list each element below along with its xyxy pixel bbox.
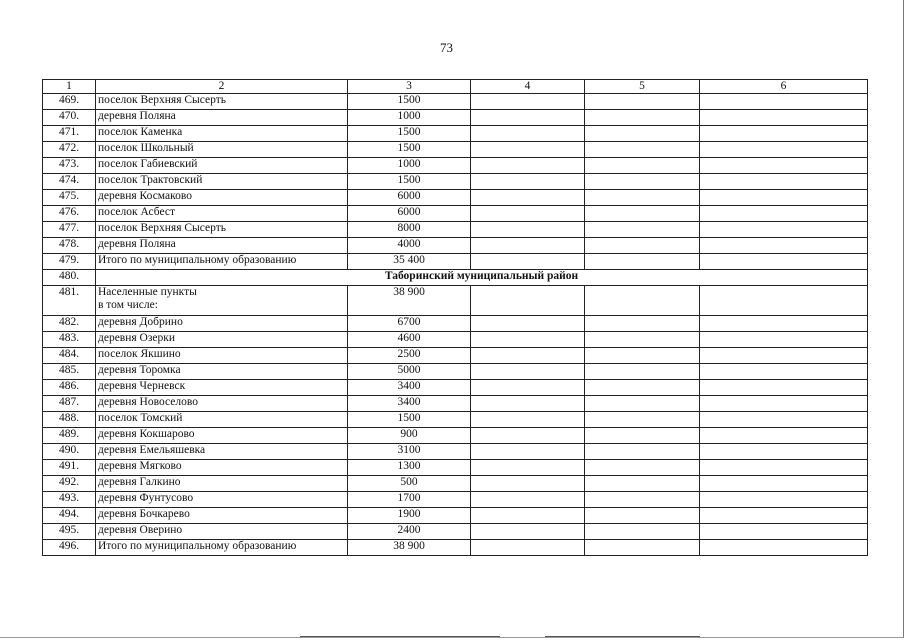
empty-cell [700, 524, 868, 540]
empty-cell [471, 540, 585, 556]
amount-value: 1500 [348, 94, 471, 110]
empty-cell [700, 174, 868, 190]
settlement-name-text: деревня Бочкарево [98, 508, 190, 520]
amount-value: 6700 [348, 316, 471, 332]
empty-cell [585, 476, 700, 492]
empty-cell [471, 142, 585, 158]
empty-cell [700, 396, 868, 412]
amount-value: 3100 [348, 444, 471, 460]
settlement-name [96, 524, 348, 540]
row-number: 496. [43, 540, 96, 556]
empty-cell [700, 158, 868, 174]
settlement-name-text: деревня Поляна [98, 110, 176, 122]
empty-cell [700, 286, 868, 316]
table-row [43, 540, 868, 556]
empty-cell [471, 412, 585, 428]
settlement-name [96, 238, 348, 254]
settlement-name [96, 174, 348, 190]
empty-cell [700, 94, 868, 110]
empty-cell [471, 492, 585, 508]
row-number: 483. [43, 332, 96, 348]
amount-value: 38 900 [348, 540, 471, 556]
settlement-name-text: деревня Галкино [98, 476, 181, 488]
settlement-name [96, 126, 348, 142]
empty-cell [700, 476, 868, 492]
table-row [43, 412, 868, 428]
amount-value: 2400 [348, 524, 471, 540]
settlement-name [96, 508, 348, 524]
table-row [43, 508, 868, 524]
amount-value: 1000 [348, 110, 471, 126]
table-row [43, 174, 868, 190]
row-number: 491. [43, 460, 96, 476]
empty-cell [700, 110, 868, 126]
empty-cell [585, 508, 700, 524]
empty-cell [585, 190, 700, 206]
amount-value: 1900 [348, 508, 471, 524]
table-row [43, 254, 868, 270]
page-number: 73 [440, 40, 453, 55]
table-row [43, 460, 868, 476]
settlement-name [96, 428, 348, 444]
table-row [43, 316, 868, 332]
amount-value: 1300 [348, 460, 471, 476]
settlement-name [96, 348, 348, 364]
settlement-name-text: деревня Озерки [98, 332, 176, 344]
empty-cell [471, 190, 585, 206]
empty-cell [471, 444, 585, 460]
empty-cell [471, 158, 585, 174]
empty-cell [700, 364, 868, 380]
amount-value: 2500 [348, 348, 471, 364]
row-number: 475. [43, 190, 96, 206]
settlement-name-text: поселок Верхняя Сысерть [98, 222, 226, 234]
settlement-name-text: деревня Мягково [98, 460, 182, 472]
settlement-name [96, 476, 348, 492]
settlement-name-text: деревня Емельяшевка [98, 444, 206, 456]
settlement-name [96, 286, 348, 316]
empty-cell [585, 286, 700, 316]
table-row [43, 428, 868, 444]
settlement-name-text: поселок Каменка [98, 126, 183, 138]
settlement-name-text: деревня Космаково [98, 190, 192, 202]
settlement-name-text: Итого по муниципальному образованию [98, 254, 297, 266]
settlement-name-text: поселок Школьный [98, 142, 194, 154]
section-row [43, 270, 868, 286]
empty-cell [700, 222, 868, 238]
settlement-name [96, 142, 348, 158]
settlement-name [96, 540, 348, 556]
row-number: 488. [43, 412, 96, 428]
settlement-name-text: поселок Габиевский [98, 158, 198, 170]
empty-cell [471, 348, 585, 364]
column-header: 2 [96, 80, 348, 94]
row-number: 470. [43, 110, 96, 126]
table-row [43, 524, 868, 540]
settlement-name [96, 206, 348, 222]
empty-cell [700, 332, 868, 348]
amount-value: 3400 [348, 396, 471, 412]
settlement-name [96, 396, 348, 412]
settlement-name [96, 254, 348, 270]
settlement-name-text: деревня Кокшарово [98, 428, 195, 440]
row-number: 474. [43, 174, 96, 190]
column-header: 4 [471, 80, 585, 94]
empty-cell [700, 190, 868, 206]
settlement-name-text: деревня Новоселово [98, 396, 198, 408]
empty-cell [471, 508, 585, 524]
empty-cell [585, 540, 700, 556]
table-row [43, 364, 868, 380]
settlement-name [96, 364, 348, 380]
settlement-name [96, 222, 348, 238]
empty-cell [700, 460, 868, 476]
amount-value: 1700 [348, 492, 471, 508]
empty-cell [700, 412, 868, 428]
empty-cell [471, 174, 585, 190]
empty-cell [700, 238, 868, 254]
row-number: 480. [43, 270, 96, 286]
empty-cell [700, 428, 868, 444]
table-row [43, 94, 868, 110]
table-row [43, 396, 868, 412]
empty-cell [585, 222, 700, 238]
empty-cell [471, 428, 585, 444]
amount-value: 900 [348, 428, 471, 444]
table-row [43, 222, 868, 238]
table-row [43, 380, 868, 396]
settlement-name-text: деревня Оверино [98, 524, 183, 536]
empty-cell [585, 174, 700, 190]
table-row [43, 332, 868, 348]
settlement-name-text: Итого по муниципальному образованию [98, 540, 297, 552]
table-row [43, 158, 868, 174]
row-number: 471. [43, 126, 96, 142]
empty-cell [700, 348, 868, 364]
settlement-name-text: поселок Асбест [98, 206, 175, 218]
column-header: 1 [43, 80, 96, 94]
empty-cell [471, 238, 585, 254]
amount-value: 5000 [348, 364, 471, 380]
settlement-name [96, 380, 348, 396]
empty-cell [585, 380, 700, 396]
amount-value: 6000 [348, 206, 471, 222]
empty-cell [585, 316, 700, 332]
settlement-name-text: поселок Трактовский [98, 174, 203, 186]
empty-cell [585, 412, 700, 428]
section-title: Таборинский муниципальный район [96, 270, 868, 286]
empty-cell [585, 238, 700, 254]
empty-cell [700, 492, 868, 508]
row-number: 489. [43, 428, 96, 444]
empty-cell [585, 332, 700, 348]
empty-cell [585, 254, 700, 270]
empty-cell [585, 492, 700, 508]
empty-cell [700, 206, 868, 222]
empty-cell [471, 286, 585, 316]
table-row [43, 348, 868, 364]
empty-cell [585, 396, 700, 412]
amount-value: 1500 [348, 142, 471, 158]
empty-cell [700, 444, 868, 460]
settlement-name-subtext: в том числе: [98, 299, 158, 312]
row-number: 469. [43, 94, 96, 110]
empty-cell [471, 380, 585, 396]
table-row [43, 110, 868, 126]
empty-cell [471, 396, 585, 412]
empty-cell [471, 364, 585, 380]
row-number: 476. [43, 206, 96, 222]
scan-edge-line [545, 636, 700, 637]
row-number: 472. [43, 142, 96, 158]
table-row [43, 238, 868, 254]
row-number: 484. [43, 348, 96, 364]
empty-cell [471, 254, 585, 270]
amount-value: 4600 [348, 332, 471, 348]
settlement-name [96, 316, 348, 332]
empty-cell [471, 206, 585, 222]
empty-cell [585, 158, 700, 174]
empty-cell [471, 94, 585, 110]
settlement-name [96, 190, 348, 206]
settlement-name [96, 444, 348, 460]
empty-cell [700, 126, 868, 142]
row-number: 487. [43, 396, 96, 412]
empty-cell [700, 142, 868, 158]
amount-value: 1500 [348, 412, 471, 428]
amount-value: 8000 [348, 222, 471, 238]
row-number: 473. [43, 158, 96, 174]
row-number: 478. [43, 238, 96, 254]
settlement-name [96, 110, 348, 126]
empty-cell [585, 524, 700, 540]
empty-cell [471, 332, 585, 348]
table-row [43, 206, 868, 222]
amount-value: 1500 [348, 174, 471, 190]
settlement-name [96, 94, 348, 110]
empty-cell [585, 126, 700, 142]
header-row [43, 80, 868, 94]
column-header: 3 [348, 80, 471, 94]
scan-edge-line [300, 636, 500, 637]
settlement-name [96, 492, 348, 508]
amount-value: 4000 [348, 238, 471, 254]
empty-cell [585, 206, 700, 222]
settlement-name-text: деревня Торомка [98, 364, 181, 376]
settlement-name [96, 412, 348, 428]
row-number: 486. [43, 380, 96, 396]
settlement-name-text: деревня Фунтусово [98, 492, 194, 504]
amount-value: 38 900 [348, 286, 471, 316]
settlement-name [96, 460, 348, 476]
amount-value: 35 400 [348, 254, 471, 270]
settlement-name-text: деревня Черневск [98, 380, 186, 392]
settlement-name-text: поселок Якшино [98, 348, 181, 360]
empty-cell [471, 476, 585, 492]
empty-cell [585, 428, 700, 444]
empty-cell [585, 460, 700, 476]
empty-cell [471, 222, 585, 238]
row-number: 477. [43, 222, 96, 238]
row-number: 493. [43, 492, 96, 508]
empty-cell [700, 316, 868, 332]
settlement-name-text: деревня Поляна [98, 238, 176, 250]
empty-cell [700, 380, 868, 396]
row-number: 481. [43, 286, 96, 316]
amount-value: 500 [348, 476, 471, 492]
empty-cell [585, 94, 700, 110]
empty-cell [471, 460, 585, 476]
data-table [42, 79, 868, 556]
row-number: 479. [43, 254, 96, 270]
column-header: 5 [585, 80, 700, 94]
settlement-name-text: Населенные пункты [98, 286, 197, 298]
settlement-name-text: поселок Томский [98, 412, 183, 424]
empty-cell [471, 110, 585, 126]
table-row [43, 126, 868, 142]
amount-value: 6000 [348, 190, 471, 206]
row-number: 494. [43, 508, 96, 524]
empty-cell [700, 508, 868, 524]
empty-cell [471, 126, 585, 142]
amount-value: 1500 [348, 126, 471, 142]
amount-value: 1000 [348, 158, 471, 174]
settlement-name-text: поселок Верхняя Сысерть [98, 94, 226, 106]
empty-cell [471, 316, 585, 332]
table-row [43, 492, 868, 508]
table-row [43, 476, 868, 492]
settlement-name [96, 158, 348, 174]
amount-value: 3400 [348, 380, 471, 396]
empty-cell [585, 444, 700, 460]
column-header: 6 [700, 80, 868, 94]
empty-cell [700, 254, 868, 270]
empty-cell [585, 348, 700, 364]
table-row [43, 444, 868, 460]
table-row [43, 190, 868, 206]
empty-cell [585, 364, 700, 380]
table-row [43, 286, 868, 316]
empty-cell [585, 110, 700, 126]
empty-cell [700, 540, 868, 556]
row-number: 485. [43, 364, 96, 380]
settlement-name-text: деревня Добрино [98, 316, 183, 328]
settlement-name [96, 332, 348, 348]
empty-cell [471, 524, 585, 540]
row-number: 482. [43, 316, 96, 332]
row-number: 495. [43, 524, 96, 540]
table-row [43, 142, 868, 158]
row-number: 492. [43, 476, 96, 492]
row-number: 490. [43, 444, 96, 460]
empty-cell [585, 142, 700, 158]
